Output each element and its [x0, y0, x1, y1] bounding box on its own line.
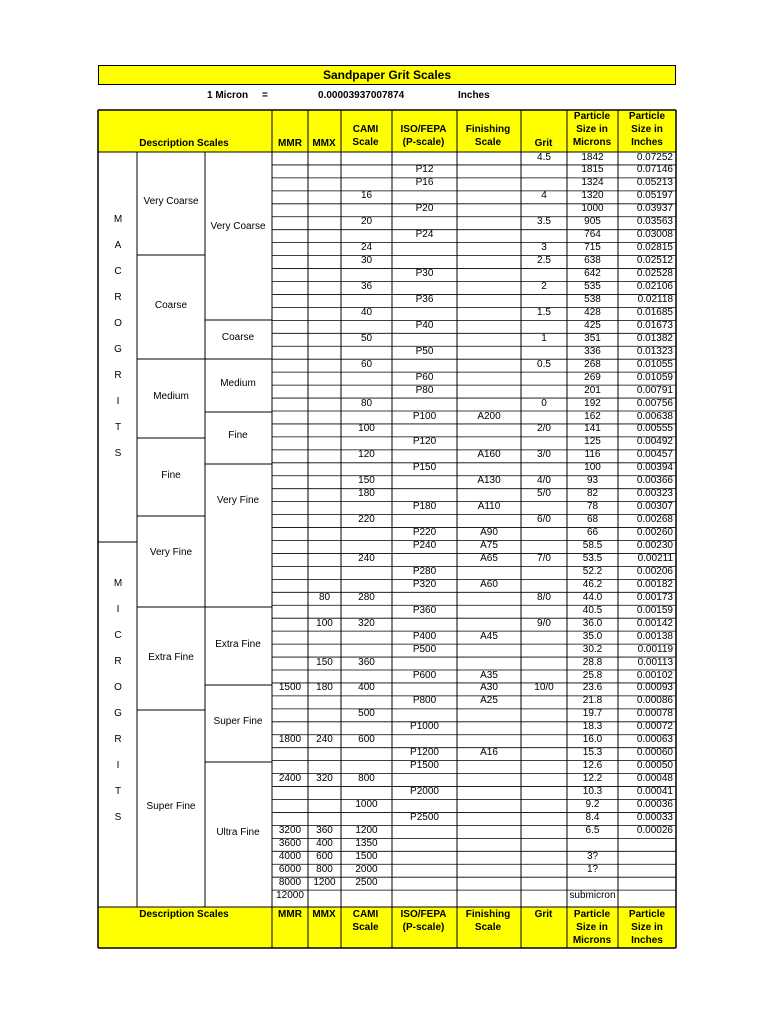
cell-iso: P20: [415, 203, 434, 215]
header-mmr: MMR: [278, 138, 302, 149]
cell-fin: A25: [480, 695, 498, 707]
cell-mmr: 12000: [276, 889, 304, 901]
cell-inch: 0.00260: [636, 527, 673, 539]
cell-fin: A16: [480, 747, 498, 759]
cell-cami: 120: [358, 449, 375, 461]
cell-iso: P60: [415, 371, 434, 383]
cell-iso: P320: [412, 578, 437, 590]
cell-mmr: 3600: [278, 837, 302, 849]
cell-inch: 0.00159: [636, 604, 673, 616]
cell-inch: 0.00102: [636, 669, 673, 681]
footer-cami-line2: Scale: [352, 922, 379, 933]
header-cami: [341, 123, 390, 149]
cell-grit: 1.5: [537, 306, 551, 318]
cell-mic: 9.2: [585, 799, 600, 810]
cell-mic: 93: [586, 475, 599, 487]
cell-mmx: 600: [316, 850, 333, 862]
page-title: Sandpaper Grit Scales: [322, 68, 452, 82]
cell-mic: 642: [584, 268, 601, 280]
cell-mmr: 1500: [278, 682, 302, 694]
cell-mic: 1324: [581, 177, 604, 189]
cell-iso: P800: [412, 695, 437, 707]
cell-mic: 764: [584, 229, 601, 241]
cell-inch: 0.05213: [636, 177, 673, 189]
cell-mic: 68: [586, 514, 599, 526]
cell-iso: P220: [412, 527, 437, 539]
cell-inch: 0.00756: [636, 397, 673, 409]
header-description: Description Scales: [139, 138, 229, 149]
cell-inch: 0.03937: [636, 203, 673, 215]
cell-mic: 36.0: [582, 617, 603, 629]
cell-grit: 1: [541, 332, 547, 344]
header-inches-line3: Inches: [631, 137, 663, 148]
cell-inch: 0.00638: [636, 410, 673, 422]
cell-mic: 44.0: [582, 591, 603, 603]
cell-cami: 1350: [355, 837, 378, 849]
cell-cami: 1200: [355, 824, 378, 836]
footer-mmx: MMX: [312, 909, 336, 920]
cell-inch: 0.02528: [636, 268, 673, 280]
cell-iso: P2000: [410, 786, 439, 798]
cell-mmr: 3200: [278, 824, 302, 836]
footer-iso-line2: (P-scale): [402, 922, 445, 933]
cell-mic: 715: [584, 242, 601, 254]
cell-inch: 0.00492: [636, 436, 673, 448]
cell-cami: 36: [360, 281, 373, 292]
cell-mic: 35.0: [582, 630, 603, 642]
cell-mic: 162: [584, 410, 601, 422]
cell-inch: 0.00041: [636, 786, 673, 798]
cell-inch: 0.01059: [636, 371, 673, 383]
group-letter: I: [116, 604, 120, 615]
group-letter: C: [114, 266, 122, 277]
cell-grit: 3.5: [537, 216, 551, 228]
cell-mic: 905: [584, 216, 601, 228]
cell-mic: 638: [584, 255, 601, 267]
cell-mmx: 1200: [313, 876, 336, 888]
cell-fin: A160: [477, 449, 501, 461]
cell-inch: 0.02512: [636, 255, 673, 267]
cell-inch: 0.00078: [636, 708, 673, 720]
cell-mic: 3?: [586, 850, 599, 862]
group-letter: C: [114, 630, 122, 641]
footer-finishing-line1: Finishing: [465, 909, 511, 920]
cell-inch: 0.01323: [636, 345, 673, 357]
group-letter: M: [113, 578, 123, 589]
cell-mic: 25.8: [582, 669, 603, 681]
header-iso: [392, 123, 455, 149]
cell-inch: 0.00206: [636, 565, 673, 577]
cell-inch: 0.01382: [636, 332, 673, 344]
footer-inches-line2: Size in: [631, 922, 663, 933]
cell-iso: P240: [412, 540, 437, 551]
cell-inch: 0.07252: [636, 151, 673, 163]
cell-iso: P36: [415, 293, 434, 305]
cell-inch: 0.07146: [636, 164, 673, 176]
cell-inch: 0.02118: [637, 293, 673, 305]
cell-fin: A30: [480, 682, 498, 694]
cell-mic: 66: [586, 527, 599, 539]
cell-mic: 30.2: [582, 643, 603, 655]
group-letter: T: [114, 422, 122, 433]
cell-grit: 0.5: [537, 358, 551, 370]
cell-mmr: 1800: [278, 734, 302, 746]
header-iso-line1: ISO/FEPA: [400, 124, 447, 135]
cell-inch: 0.00555: [636, 423, 673, 435]
header-microns-line2: Size in: [576, 124, 608, 135]
cell-grit: 7/0: [537, 552, 551, 564]
cell-mic: 8.4: [585, 811, 600, 823]
cell-mic: 12.2: [582, 773, 603, 785]
cell-inch: 0.00268: [636, 514, 673, 526]
cell-grit: 2/0: [537, 423, 551, 435]
cell-mic: 100: [584, 462, 601, 474]
cell-mmx: 400: [316, 837, 333, 849]
header-iso-line2: (P-scale): [402, 137, 445, 148]
cell-inch: 0.00182: [636, 578, 673, 590]
cell-inch: 0.00307: [636, 501, 673, 513]
cell-cami: 30: [360, 255, 373, 267]
cell-mmx: 100: [316, 617, 333, 629]
cell-inch: 0.02815: [636, 242, 673, 254]
cell-inch: 0.00366: [636, 475, 673, 487]
cell-cami: 150: [358, 475, 375, 487]
desc2-very-fine: Very Fine: [216, 495, 260, 506]
cell-inch: 0.00323: [636, 488, 673, 500]
desc2-super-fine: Super Fine: [213, 716, 263, 727]
cell-iso: P80: [415, 384, 434, 396]
cell-mic: 116: [584, 449, 601, 461]
group-letter: R: [114, 656, 122, 667]
cell-fin: A45: [480, 630, 498, 642]
footer-inches-line3: Inches: [631, 935, 663, 946]
cell-inch: 0.00093: [636, 682, 673, 694]
group-letter: S: [114, 812, 122, 823]
cell-fin: A65: [480, 552, 498, 564]
group-letter: R: [114, 370, 122, 381]
cell-inch: 0.00072: [636, 721, 673, 733]
cell-iso: P180: [412, 501, 437, 513]
desc1-very-fine: Very Fine: [149, 547, 193, 558]
footer-cami: [341, 908, 390, 934]
cell-inch: 0.00048: [636, 773, 673, 785]
cell-iso: P150: [412, 462, 437, 474]
cell-mic: 1000: [581, 203, 604, 215]
cell-mic: 192: [584, 397, 601, 409]
cell-inch: 0.00036: [636, 799, 673, 810]
cell-inch: 0.00138: [636, 630, 673, 642]
group-letter: O: [114, 318, 122, 329]
cell-mic: 12.6: [582, 760, 603, 772]
cell-iso: P24: [415, 229, 434, 241]
cell-mic: 21.8: [582, 695, 603, 707]
cell-iso: P2500: [410, 811, 439, 823]
cell-mic: 201: [584, 384, 601, 396]
cell-cami: 20: [360, 216, 373, 228]
cell-iso: P360: [412, 604, 437, 616]
cell-fin: A90: [480, 527, 498, 539]
desc1-medium: Medium: [153, 391, 189, 402]
desc2-very-coarse: Very Coarse: [210, 221, 266, 232]
cell-mic: 351: [584, 332, 601, 344]
cell-cami: 220: [358, 514, 375, 526]
cell-cami: 2500: [355, 876, 378, 888]
header-microns-line3: Microns: [572, 137, 612, 148]
cell-mic: 19.7: [582, 708, 603, 720]
cell-fin: A60: [480, 578, 498, 590]
cell-mic: 1815: [581, 164, 604, 176]
cell-mic: 18.3: [582, 721, 603, 733]
header-finishing-line1: Finishing: [465, 124, 511, 135]
group-letter: A: [114, 240, 122, 251]
footer-cami-line1: CAMI: [352, 909, 379, 920]
desc2-fine: Fine: [228, 430, 248, 441]
conversion-value: 0.00003937007874: [318, 90, 405, 101]
cell-iso: P120: [412, 436, 437, 448]
cell-cami: 400: [358, 682, 375, 694]
cell-iso: P1200: [410, 747, 439, 759]
cell-mic: 52.2: [582, 565, 603, 577]
cell-fin: A200: [477, 410, 501, 422]
cell-mic: 78: [586, 501, 599, 513]
cell-mic: 6.5: [585, 824, 600, 836]
cell-mic: 40.5: [582, 604, 603, 616]
cell-cami: 180: [358, 488, 375, 500]
cell-inch: 0.01673: [636, 319, 673, 331]
cell-mic: 23.6: [582, 682, 603, 694]
footer-microns: [567, 908, 617, 947]
cell-iso: P500: [412, 643, 437, 655]
header-inches: [618, 110, 676, 149]
cell-inch: 0.00173: [636, 591, 673, 603]
header-inches-line1: Particle: [628, 111, 666, 122]
cell-iso: P280: [412, 565, 437, 577]
cell-inch: 0.02106: [636, 281, 673, 292]
cell-inch: 0.00791: [636, 384, 673, 396]
group-letter: R: [114, 292, 122, 303]
cell-inch: 0.00113: [637, 656, 673, 668]
cell-inch: 0.00033: [636, 811, 673, 823]
cell-mic: 16.0: [582, 734, 603, 746]
cell-mmx: 240: [316, 734, 333, 746]
group-letter: S: [114, 448, 122, 459]
cell-grit: 2: [541, 281, 547, 292]
cell-cami: 40: [360, 306, 373, 318]
conversion-lhs: 1 Micron: [207, 90, 249, 101]
cell-inch: 0.00457: [636, 449, 673, 461]
cell-cami: 16: [360, 190, 373, 202]
cell-iso: P16: [415, 177, 434, 189]
header-mmx: MMX: [312, 138, 336, 149]
cell-mmr: 8000: [278, 876, 302, 888]
footer-iso: [392, 908, 455, 934]
cell-mic: 336: [584, 345, 601, 357]
cell-mic: 538: [584, 293, 601, 305]
cell-mic: 268: [584, 358, 601, 370]
cell-grit: 4: [541, 190, 547, 202]
desc1-coarse: Coarse: [154, 300, 188, 311]
cell-inch: 0.03563: [636, 216, 673, 228]
cell-mmr: 2400: [278, 773, 302, 785]
cell-grit: 5/0: [537, 488, 551, 500]
cell-inch: 0.00394: [636, 462, 673, 474]
cell-cami: 240: [358, 552, 375, 564]
conversion-equals: =: [262, 90, 268, 101]
cell-cami: 80: [360, 397, 373, 409]
cell-mmx: 320: [316, 773, 333, 785]
cell-grit: 4/0: [537, 475, 551, 487]
cell-inch: 0.05197: [636, 190, 673, 202]
cell-inch: 0.00230: [636, 540, 673, 551]
cell-mic: 28.8: [582, 656, 603, 668]
desc1-extra-fine: Extra Fine: [148, 652, 194, 663]
footer-grit: Grit: [534, 909, 553, 920]
footer-iso-line1: ISO/FEPA: [400, 909, 447, 920]
cell-cami: 800: [358, 773, 375, 785]
group-letter: O: [114, 682, 122, 693]
cell-grit: 3: [541, 242, 547, 254]
header-microns: [567, 110, 617, 149]
cell-iso: P1000: [410, 721, 439, 733]
cell-mic: 425: [584, 319, 601, 331]
cell-mic: submicron: [569, 889, 616, 901]
header-cami-line1: CAMI: [352, 124, 379, 135]
cell-grit: 2.5: [537, 255, 551, 267]
cell-iso: P100: [412, 410, 437, 422]
cell-cami: 600: [358, 734, 375, 746]
cell-inch: 0.00060: [636, 747, 673, 759]
group-letter: I: [116, 760, 120, 771]
cell-mic: 269: [584, 371, 601, 383]
cell-cami: 100: [358, 423, 375, 435]
cell-grit: 6/0: [537, 514, 551, 526]
desc2-medium: Medium: [220, 378, 256, 389]
desc2-coarse: Coarse: [221, 332, 255, 343]
cell-fin: A130: [477, 475, 501, 487]
footer-description: Description Scales: [139, 909, 229, 920]
cell-mic: 1?: [586, 863, 599, 875]
cell-mmr: 4000: [278, 850, 302, 862]
header-inches-line2: Size in: [631, 124, 663, 135]
cell-inch: 0.01685: [636, 306, 673, 318]
desc2-ultra-fine: Ultra Fine: [216, 827, 260, 838]
cell-inch: 0.00050: [636, 760, 673, 772]
cell-mmx: 150: [316, 656, 333, 668]
cell-cami: 24: [360, 242, 373, 254]
cell-mmx: 360: [316, 824, 333, 836]
cell-grit: 8/0: [537, 591, 551, 603]
cell-inch: 0.03008: [636, 229, 673, 241]
footer-finishing: [457, 908, 519, 934]
header-cami-line2: Scale: [352, 137, 379, 148]
cell-inch: 0.00119: [637, 643, 673, 655]
cell-iso: P600: [412, 669, 437, 681]
cell-iso: P50: [415, 345, 434, 357]
footer-microns-line2: Size in: [576, 922, 608, 933]
footer-inches: [618, 908, 676, 947]
cell-cami: 50: [360, 332, 373, 344]
cell-cami: 500: [358, 708, 375, 720]
cell-mic: 46.2: [582, 578, 603, 590]
cell-mmx: 80: [318, 591, 331, 603]
cell-cami: 1000: [355, 799, 378, 810]
cell-mic: 82: [586, 488, 599, 500]
cell-grit: 10/0: [534, 682, 554, 694]
cell-iso: P30: [415, 268, 434, 280]
group-letter: T: [114, 786, 122, 797]
cell-inch: 0.00211: [637, 552, 673, 564]
cell-mic: 53.5: [582, 552, 603, 564]
cell-iso: P12: [415, 164, 434, 176]
group-letter: G: [114, 708, 122, 719]
cell-mic: 58.5: [582, 540, 603, 551]
cell-cami: 360: [358, 656, 375, 668]
cell-inch: 0.00142: [636, 617, 673, 629]
group-letter: M: [113, 214, 123, 225]
cell-fin: A75: [480, 540, 498, 551]
header-finishing: [457, 123, 519, 149]
cell-cami: 320: [358, 617, 375, 629]
cell-iso: P400: [412, 630, 437, 642]
cell-mic: 10.3: [582, 786, 603, 798]
cell-mmr: 6000: [278, 863, 302, 875]
footer-finishing-line2: Scale: [474, 922, 502, 933]
desc1-super-fine: Super Fine: [146, 801, 196, 812]
footer-mmr: MMR: [278, 909, 302, 920]
cell-mic: 1320: [581, 190, 604, 202]
cell-inch: 0.00026: [636, 824, 673, 836]
cell-cami: 1500: [355, 850, 378, 862]
desc1-fine: Fine: [161, 470, 181, 481]
cell-mmx: 180: [316, 682, 333, 694]
group-letter: R: [114, 734, 122, 745]
footer-inches-line1: Particle: [628, 909, 666, 920]
header-grit: Grit: [534, 138, 553, 149]
cell-inch: 0.00063: [636, 734, 673, 746]
group-letter: I: [116, 396, 120, 407]
cell-mic: 141: [584, 423, 601, 435]
desc1-very-coarse: Very Coarse: [143, 196, 199, 207]
cell-mic: 15.3: [582, 747, 603, 759]
footer-microns-line3: Microns: [572, 935, 612, 946]
cell-inch: 0.00086: [636, 695, 673, 707]
cell-grit: 0: [541, 397, 547, 409]
cell-cami: 2000: [355, 863, 378, 875]
conversion-unit: Inches: [458, 90, 490, 101]
cell-grit: 9/0: [537, 617, 551, 629]
cell-mic: 125: [584, 436, 601, 448]
cell-grit: 4.5: [537, 151, 551, 163]
cell-mic: 1842: [581, 151, 604, 163]
cell-fin: A110: [477, 501, 501, 513]
cell-mic: 428: [584, 306, 601, 318]
header-finishing-line2: Scale: [474, 137, 502, 148]
header-microns-line1: Particle: [573, 111, 611, 122]
cell-iso: P40: [415, 319, 434, 331]
cell-iso: P1500: [410, 760, 439, 772]
cell-fin: A35: [480, 669, 498, 681]
cell-mmx: 800: [316, 863, 333, 875]
cell-cami: 280: [358, 591, 375, 603]
cell-cami: 60: [360, 358, 373, 370]
cell-inch: 0.01055: [636, 358, 673, 370]
cell-mic: 535: [584, 281, 601, 292]
group-letter: G: [114, 344, 122, 355]
footer-microns-line1: Particle: [573, 909, 611, 920]
desc2-extra-fine: Extra Fine: [215, 639, 261, 650]
cell-grit: 3/0: [537, 449, 551, 461]
